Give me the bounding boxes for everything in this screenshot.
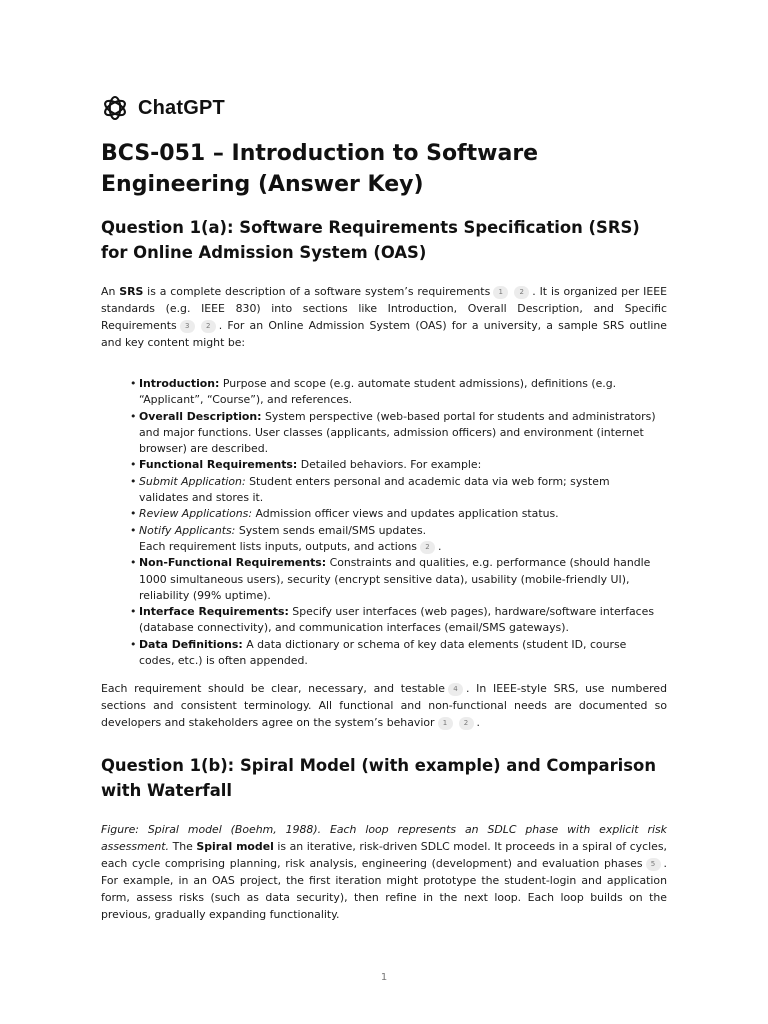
list-item-introduction: • Introduction: Purpose and scope (e.g. automate student admissions), definitions (e.g. “Applicant”, “Course”), and references. bbox=[130, 376, 660, 409]
list-item-interface-requirements: • Interface Requirements: Specify user interfaces (web pages), hardware/software interfaces (database connectivity), and communication interfaces (email/SMS gateways). bbox=[130, 604, 660, 637]
q1a-closing-paragraph: Each requirement should be clear, necessary, and testable 4 . In IEEE-style SRS, use numbered sections and consistent terminology. All functional and non-functional needs are documented so developers and stakeholders agree on the system’s behavior 1 2 . bbox=[101, 682, 667, 730]
list-item-overall-description: • Overall Description: System perspective (web-based portal for students and administrators) and major functions. User classes (applicants, admission officers) and environment (internet browser) are described. bbox=[130, 409, 660, 458]
citation-badge[interactable]: 4 bbox=[448, 683, 463, 696]
citation-badge[interactable]: 2 bbox=[514, 286, 529, 299]
citation-badge[interactable]: 2 bbox=[420, 541, 435, 554]
list-item-review-applications: • Review Applications: Admission officer views and updates application status. bbox=[130, 506, 660, 522]
page-number: 1 bbox=[380, 972, 388, 983]
citation-badge[interactable]: 2 bbox=[201, 320, 216, 333]
logo-text: ChatGPT bbox=[138, 96, 225, 119]
openai-logo-icon bbox=[101, 94, 129, 122]
list-item-data-definitions: • Data Definitions: A data dictionary or schema of key data elements (student ID, course codes, etc.) is often appended. bbox=[130, 637, 660, 670]
q1b-heading: Question 1(b): Spiral Model (with example) and Comparison with Waterfall bbox=[101, 756, 656, 801]
q1a-heading: Question 1(a): Software Requirements Specification (SRS) for Online Admission System (OAS) bbox=[101, 218, 640, 262]
citation-badge[interactable]: 5 bbox=[646, 858, 661, 871]
document-content bbox=[101, 138, 667, 923]
list-item-non-functional-requirements: • Non-Functional Requirements: Constraints and qualities, e.g. performance (should handle 1000 simultaneous users), security (encrypt sensitive data), usability (mobile-friendly UI), reliability (99% uptime). bbox=[130, 555, 660, 604]
citation-badge[interactable]: 1 bbox=[493, 286, 508, 299]
openai-knot-icon bbox=[101, 94, 129, 122]
srs-outline-list bbox=[130, 376, 660, 669]
list-item-functional-requirements: • Functional Requirements: Detailed behaviors. For example: bbox=[130, 457, 660, 473]
list-item-submit-application: • Submit Application: Student enters personal and academic data via web form; system validates and stores it. bbox=[130, 474, 660, 507]
chatgpt-logo bbox=[101, 94, 225, 122]
citation-badge[interactable]: 3 bbox=[180, 320, 195, 333]
q1b-spiral-paragraph: Figure: Spiral model (Boehm, 1988). Each loop represents an SDLC phase with explicit risk assessment. The Spiral model is an iterative, risk-driven SDLC model. It proceeds in a spiral of cycles, each cycle comprising planning, risk analysis, engineering (development) and evaluation phases 5 . For example, in an OAS project, the first iteration might prototype the student-login and application form, assess risks (such as data security), then refine in the next loop. Each loop builds on the previous, gradually expanding functionality. bbox=[101, 823, 667, 922]
citation-badge[interactable]: 1 bbox=[438, 717, 453, 730]
document-title: BCS-051 – Introduction to Software Engineering (Answer Key) bbox=[101, 141, 539, 197]
q1a-intro-paragraph: An SRS is a complete description of a software system’s requirements 1 2 . It is organized per IEEE standards (e.g. IEEE 830) into sections like Introduction, Overall Description, and Specific Requirements 3 2 . For an Online Admission System (OAS) for a university, a sample SRS outline and key content might be: bbox=[101, 285, 667, 349]
citation-badge[interactable]: 2 bbox=[459, 717, 474, 730]
list-item-notify-applicants: • Notify Applicants: System sends email/SMS updates. Each requirement lists inputs, outputs, and actions 2 . bbox=[130, 523, 660, 556]
